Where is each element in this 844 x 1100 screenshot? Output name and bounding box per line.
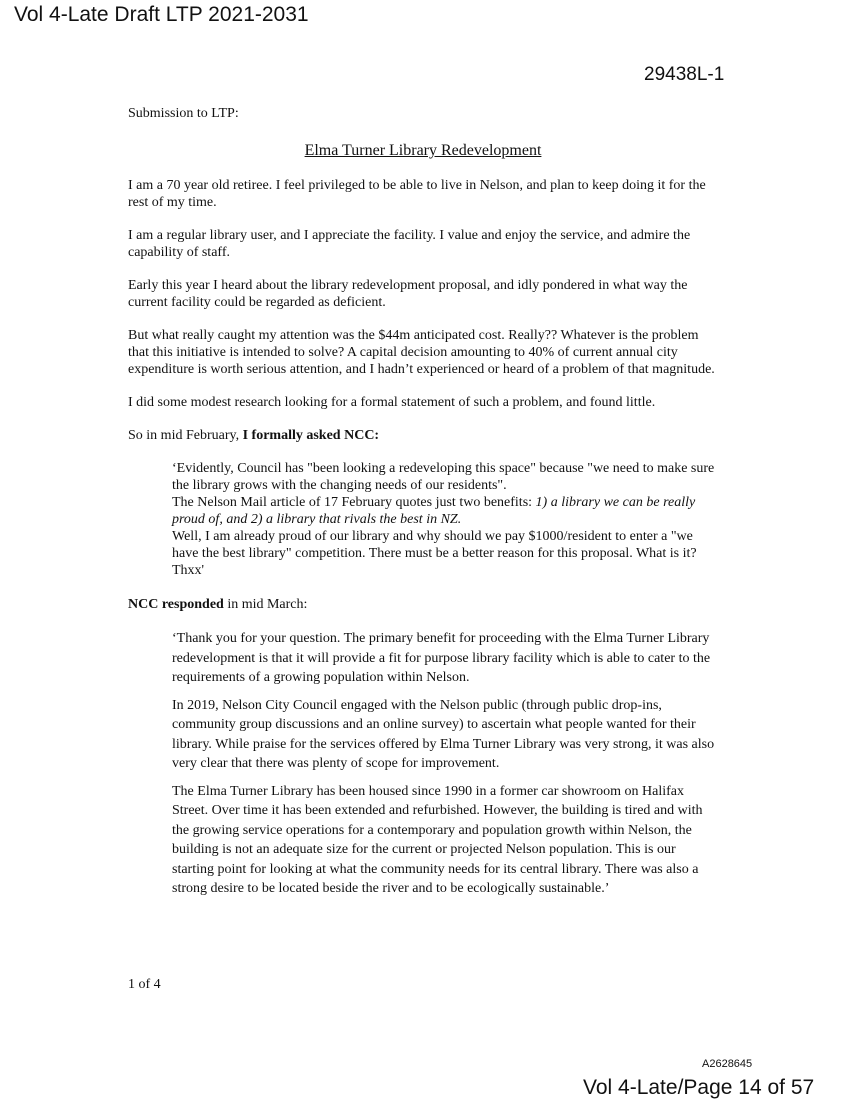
document-reference: A2628645 (702, 1058, 753, 1070)
letter-title: Elma Turner Library Redevelopment (304, 142, 542, 159)
paragraph (128, 427, 718, 444)
italic-text: 1) a library we can be really proud of, and 2) a library that rivals the best in NZ. (172, 495, 696, 527)
paragraph (128, 596, 718, 613)
bold-text: NCC responded (128, 597, 224, 612)
volume-page-footer: Vol 4-Late/Page 14 of 57 (583, 1076, 815, 1099)
submission-id: 29438L-1 (644, 64, 725, 85)
question-quote (172, 460, 718, 579)
document-header-title: Vol 4-Late Draft LTP 2021-2031 (14, 3, 309, 26)
quote-text: The Nelson Mail article of 17 February quotes just two benefits: (172, 495, 536, 510)
quote-line (172, 494, 718, 528)
response-paragraph: The Elma Turner Library has been housed since 1990 in a former car showroom on Halifax Street. Over time it has been extended and refurbished. However, the building is tired and with the growing service operations for a contemporary and population growth within Nelson, the building is not an adequate size for the current or projected Nelson population. This is our starting point for looking at what the community needs for its central library. There was also a strong desire to be located beside the river and to be ecologically sustainable.’ (172, 783, 703, 896)
page-number: 1 of 4 (128, 977, 161, 992)
response-paragraph: ‘Thank you for your question. The primary benefit for proceeding with the Elma Turner Library redevelopment is that it will provide a fit for purpose library facility which is able to cater to the requirements of a growing population within Nelson. (172, 631, 711, 685)
paragraph: But what really caught my attention was the $44m anticipated cost. Really?? Whatever is the problem that this initiative is intended to solve? A capital decision amounting to 40% of current annual city expenditure is worth serious attention, and I hadn’t experienced or heard of a problem of that magnitude. (128, 328, 715, 377)
response-paragraph: In 2019, Nelson City Council engaged with the Nelson public (through public drop-ins, community group discussions and an online survey) to ascertain what people wanted for their library. While praise for the services offered by Elma Turner Library was very strong, it was also very clear that there was plenty of scope for improvement. (172, 697, 715, 771)
letter-body (128, 105, 718, 916)
paragraph: I am a regular library user, and I appreciate the facility. I value and enjoy the service, and admire the capability of staff. (128, 228, 691, 260)
paragraph: Early this year I heard about the library redevelopment proposal, and idly pondered in what way the current facility could be regarded as deficient. (128, 278, 688, 310)
quote-line: Well, I am already proud of our library and why should we pay $1000/resident to enter a "we have the best library" competition. There must be a better reason for this proposal. What is it? Thxx' (172, 529, 697, 578)
response-quote (172, 629, 718, 899)
paragraph-text: in mid March: (223, 597, 308, 612)
intro-line: Submission to LTP: (128, 106, 239, 121)
quote-line: ‘Evidently, Council has "been looking a redeveloping this space" because "we need to make sure the library grows with the changing needs of our residents". (172, 461, 715, 493)
paragraph: I am a 70 year old retiree. I feel privileged to be able to live in Nelson, and plan to keep doing it for the rest of my time. (128, 178, 706, 210)
bold-text: I formally asked NCC: (242, 428, 380, 443)
paragraph-text: So in mid February, (128, 428, 243, 443)
paragraph: I did some modest research looking for a formal statement of such a problem, and found little. (128, 395, 656, 410)
